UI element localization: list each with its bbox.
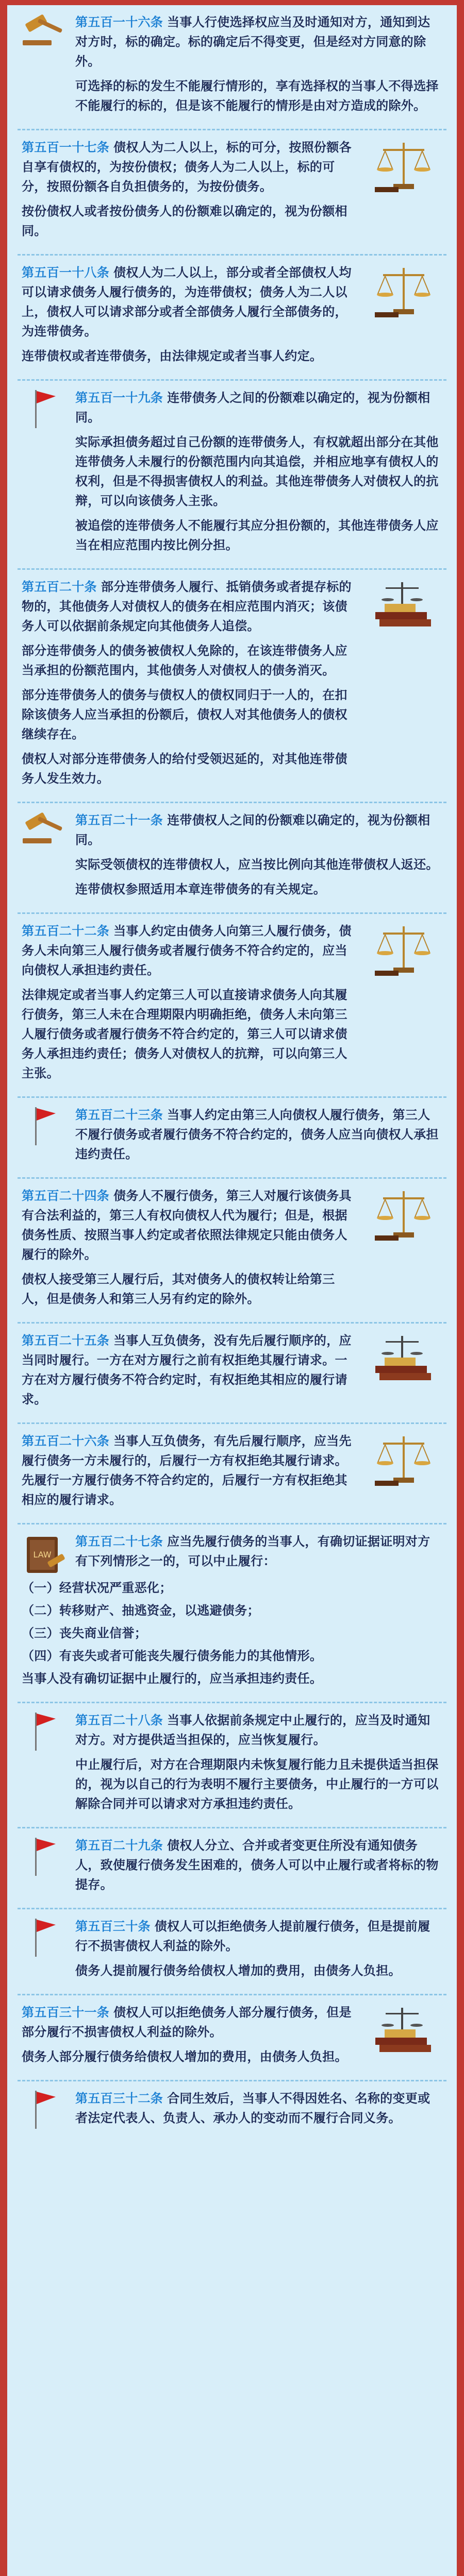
paragraph-text: 债权人对部分连带债务人的给付受领迟延的，对其他连带债务人发生效力。 (22, 752, 347, 786)
paragraph-text: 债权人可以拒绝债务人部分履行债务，但是部分履行不损害债权人利益的除外。 (22, 2005, 352, 2039)
article-row (22, 1917, 442, 1986)
paragraph-text: 法律规定或者当事人约定第三人可以直接请求债务人向其履行债务，第三人未在合理期限内明确拒绝，债务人未向第三人履行债务或者履行债务不符合约定的，第三人可以请求债务人承担违约责任；债务人对债权人的抗辩，可以向第三人主张。 (22, 988, 347, 1080)
paragraph (22, 263, 358, 341)
article-section (18, 914, 446, 1098)
article-section (18, 1424, 446, 1524)
paragraph (75, 855, 442, 874)
article-section (18, 1995, 446, 2081)
paragraph (75, 12, 442, 71)
paragraph (75, 1961, 442, 1980)
paragraph (75, 1755, 442, 1814)
paragraph (75, 1105, 442, 1164)
paragraph-text: 当事人约定由债务人向第三人履行债务，债务人未向第三人履行债务或者履行债务不符合约定的，应当向债权人承担违约责任。 (22, 924, 352, 977)
article-section (18, 2081, 446, 2141)
paragraph-text: 债务人部分履行债务给债权人增加的费用，由债务人负担。 (22, 2049, 347, 2064)
article-text (22, 577, 358, 793)
article-text (75, 2089, 442, 2133)
paragraph: 当事人没有确切证据中止履行的，应当承担违约责任。 (22, 1671, 323, 1686)
article-text (22, 2003, 358, 2072)
paragraph (75, 516, 442, 555)
article-section (18, 1828, 446, 1909)
paragraph (22, 985, 358, 1083)
article-section (18, 1703, 446, 1828)
flag-icon (22, 388, 68, 429)
list-item: （四）有丧失或者可能丧失履行债务能力的其他情形。 (22, 1649, 323, 1663)
paragraph (22, 1269, 358, 1309)
paragraph (22, 1431, 358, 1510)
article-section (18, 130, 446, 256)
article-number: 第五百三十条 (75, 1919, 151, 1934)
law-icon (22, 1532, 68, 1578)
paragraph-text: 当事人互负债务，有先后履行顺序，应当先履行债务一方未履行的，后履行一方有权拒绝其履行请求。先履行一方履行债务不符合约定的，后履行一方有权拒绝其相应的履行请求。 (22, 1434, 352, 1507)
paragraph (75, 432, 442, 511)
article-number: 第五百一十八条 (22, 265, 110, 280)
article-number: 第五百二十五条 (22, 1333, 110, 1348)
article-text (75, 810, 442, 904)
paragraph-text: 债权人分立、合并或者变更住所没有通知债务人，致使履行债务发生困难的，债务人可以中止履行或者将标的物提存。 (75, 1838, 439, 1892)
article-row (22, 1431, 442, 1515)
paragraph-text: 部分连带债务人履行、抵销债务或者提存标的物的，其他债务人对债权人的债务在相应范围内消灭；该债务人可以依据前条规定向其他债务人追偿。 (22, 580, 352, 633)
gavel-icon (22, 810, 68, 846)
article-row (22, 921, 442, 1088)
article-section (18, 381, 446, 570)
paragraph (22, 685, 358, 744)
paragraph-text: 债权人为二人以上，标的可分，按照份额各自享有债权的，为按份债权；债务人为二人以上，标的可分，按照份额各自负担债务的，为按份债务。 (22, 140, 352, 194)
article-number: 第五百一十六条 (75, 15, 163, 29)
scale-icon (365, 138, 442, 194)
paragraph (22, 641, 358, 680)
paragraph (75, 76, 442, 115)
flag-icon (22, 2089, 68, 2130)
article-section (18, 1909, 446, 1995)
article-text (75, 1917, 442, 1986)
paragraph (22, 201, 358, 241)
article-row (22, 263, 442, 371)
paragraph-text: 部分连带债务人的债务被债权人免除的，在该连带债务人应当承担的份额范围内，其他债务人对债权人的债务消灭。 (22, 643, 347, 677)
article-number: 第五百二十四条 (22, 1189, 110, 1203)
paragraph (22, 2047, 358, 2066)
article-text (22, 1331, 358, 1414)
paragraph (22, 921, 358, 980)
article-section (18, 1324, 446, 1424)
article-section (18, 1098, 446, 1179)
flag-icon (22, 1836, 68, 1877)
books-icon (365, 577, 442, 634)
paragraph-text: 中止履行后，对方在合理期限内未恢复履行能力且未提供适当担保的，视为以自己的行为表明不履行主要债务，中止履行的一方可以解除合同并可以请求对方承担违约责任。 (75, 1757, 439, 1811)
article-number: 第五百一十九条 (75, 391, 163, 405)
paragraph-text: 当事人互负债务，没有先后履行顺序的，应当同时履行。一方在对方履行之前有权拒绝其履行请求。一方在对方履行债务不符合约定时，有权拒绝其相应的履行请求。 (22, 1333, 352, 1406)
article-row (22, 1532, 442, 1578)
article-row (22, 12, 442, 121)
paragraph-text: 债务人不履行债务，第三人对履行该债务具有合法利益的，第三人有权向债权人代为履行；但是，根据债务性质、按照当事人约定或者依照法律规定只能由债务人履行的除外。 (22, 1189, 352, 1262)
article-number: 第五百二十七条 (75, 1534, 163, 1549)
paragraph-text: 债权人接受第三人履行后，其对债务人的债权转让给第三人，但是债务人和第三人另有约定的除外。 (22, 1272, 335, 1306)
paragraph (22, 1186, 358, 1264)
paragraph-text: 当事人行使选择权应当及时通知对方，通知到达对方时，标的确定。标的确定后不得变更，但是经对方同意的除外。 (75, 15, 430, 69)
paragraph (75, 810, 442, 850)
article-number: 第五百三十一条 (22, 2005, 110, 2020)
paragraph (22, 346, 358, 366)
paragraph-text: 按份债权人或者按份债务人的份额难以确定的，视为份额相同。 (22, 204, 347, 238)
paragraph-text: 部分连带债务人的债务与债权人的债权同归于一人的，在扣除该债务人应当承担的份额后，债权人对其他债务人的债权继续存在。 (22, 688, 347, 741)
article-number: 第五百二十一条 (75, 813, 163, 827)
paragraph-text: 可选择的标的发生不能履行情形的，享有选择权的当事人不得选择不能履行的标的，但是该不能履行的情形是由对方造成的除外。 (75, 79, 439, 113)
article-text (22, 1186, 358, 1314)
article-number: 第五百二十条 (22, 580, 97, 594)
article-row (22, 2089, 442, 2133)
books-icon (365, 1331, 442, 1387)
article-row (22, 1186, 442, 1314)
article-section (18, 803, 446, 914)
article-text (75, 1532, 442, 1576)
paragraph-text: 应当先履行债务的当事人，有确切证据证明对方有下列情形之一的，可以中止履行： (75, 1534, 430, 1568)
paragraph-text: 当事人约定由第三人向债权人履行债务，第三人不履行债务或者履行债务不符合约定的，债务人应当向债权人承担违约责任。 (75, 1108, 439, 1161)
paragraph (75, 1710, 442, 1750)
paragraph-text: 债权人可以拒绝债务人提前履行债务，但是提前履行不损害债权人利益的除外。 (75, 1919, 430, 1953)
paragraph-text: 债权人为二人以上，部分或者全部债权人均可以请求债务人履行债务的，为连带债权；债务人为二人以上，债权人可以请求部分或者全部债务人履行全部债务的，为连带债务。 (22, 265, 352, 338)
article-number: 第五百二十九条 (75, 1838, 163, 1853)
article-row (22, 810, 442, 904)
article-row (22, 1105, 442, 1169)
paragraph-text: 实际受领债权的连带债权人，应当按比例向其他连带债权人返还。 (75, 857, 439, 872)
paragraph (22, 1331, 358, 1409)
list-item: （三）丧失商业信誉； (22, 1626, 147, 1640)
article-section (18, 5, 446, 130)
flag-icon (22, 1710, 68, 1752)
paragraph-text: 连带债权或者连带债务，由法律规定或者当事人约定。 (22, 349, 323, 363)
article-row (22, 1710, 442, 1819)
paragraph (22, 749, 358, 788)
article-row (22, 138, 442, 246)
article-number: 第五百二十三条 (75, 1108, 163, 1122)
paragraph (22, 138, 358, 196)
paragraph-text: 连带债权人之间的份额难以确定的，视为份额相同。 (75, 813, 430, 847)
flag-icon (22, 1917, 68, 1958)
article-text (22, 921, 358, 1088)
paragraph (75, 1836, 442, 1894)
article-text (75, 1105, 442, 1169)
paragraph-text: 连带债权参照适用本章连带债务的有关规定。 (75, 882, 326, 896)
article-number: 第五百一十七条 (22, 140, 110, 155)
article-section (18, 1524, 446, 1703)
article-text (75, 1710, 442, 1819)
condition-list (22, 1578, 442, 1666)
paragraph-text: 当事人依据前条规定中止履行的，应当及时通知对方。对方提供适当担保的，应当恢复履行。 (75, 1713, 430, 1747)
article-row (22, 1331, 442, 1414)
paragraph-text: 债务人提前履行债务给债权人增加的费用，由债务人负担。 (75, 1963, 401, 1978)
article-section (18, 570, 446, 803)
article-text (75, 388, 442, 560)
article-text (22, 263, 358, 371)
svg-text:LAW: LAW (33, 1550, 52, 1560)
list-item: （二）转移财产、抽逃资金，以逃避债务； (22, 1603, 260, 1618)
paragraph (75, 2089, 442, 2128)
article-number: 第五百二十八条 (75, 1713, 163, 1727)
article-number: 第五百二十二条 (22, 924, 110, 938)
article-section (18, 256, 446, 381)
gavel-icon (22, 12, 68, 48)
article-row (22, 1836, 442, 1900)
article-number: 第五百三十二条 (75, 2091, 163, 2106)
paragraph (75, 1532, 442, 1571)
article-row (22, 2003, 442, 2072)
article-row (22, 577, 442, 793)
paragraph (75, 1917, 442, 1956)
paragraph-text: 被追偿的连带债务人不能履行其应分担份额的，其他连带债务人应当在相应范围内按比例分担。 (75, 518, 439, 552)
article-text (75, 12, 442, 121)
article-number: 第五百二十六条 (22, 1434, 110, 1448)
article-text (75, 1836, 442, 1900)
paragraph-text: 连带债务人之间的份额难以确定的，视为份额相同。 (75, 391, 430, 425)
paragraph-text: 合同生效后，当事人不得因姓名、名称的变更或者法定代表人、负责人、承办人的变动而不履行合同义务。 (75, 2091, 430, 2125)
article-section (18, 1179, 446, 1324)
flag-icon (22, 1105, 68, 1146)
article-text (22, 138, 358, 246)
paragraph (22, 577, 358, 636)
scale-icon (365, 263, 442, 319)
article-row (22, 388, 442, 560)
paragraph (75, 879, 442, 899)
paragraph (22, 2003, 358, 2042)
paragraph-text: 实际承担债务超过自己份额的连带债务人，有权就超出部分在其他连带债务人未履行的份额范围内向其追偿，并相应地享有债权人的权利，但是不得损害债权人的利益。其他连带债务人对债权人的抗辩，可以向该债务人主张。 (75, 435, 439, 508)
scale-icon (365, 1186, 442, 1243)
books-icon (365, 2003, 442, 2059)
paragraph (75, 388, 442, 427)
scale-icon (365, 1431, 442, 1488)
list-item: （一）经营状况严重恶化； (22, 1581, 172, 1595)
scale-icon (365, 921, 442, 978)
article-text (22, 1431, 358, 1515)
